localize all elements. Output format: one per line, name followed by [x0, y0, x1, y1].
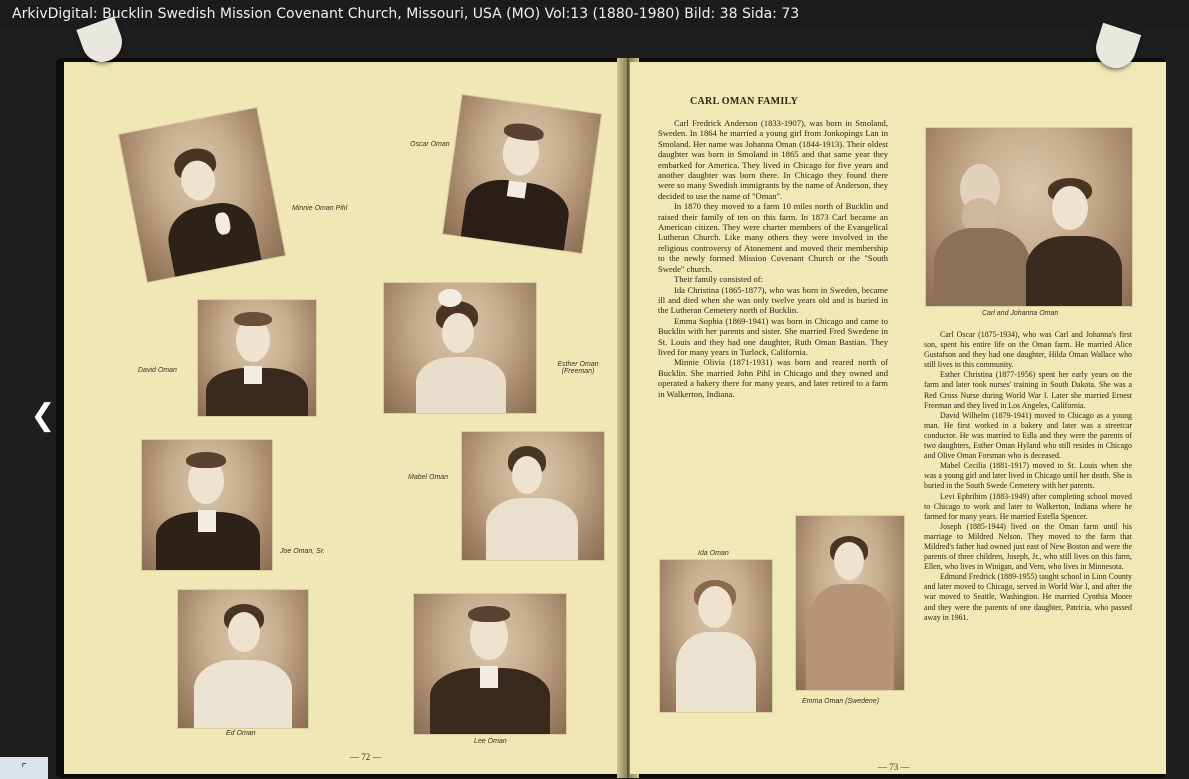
caption-ida: Ida Oman	[698, 550, 729, 557]
photo-esther	[384, 283, 536, 413]
caption-lee: Lee Oman	[474, 738, 507, 745]
photo-joe	[142, 440, 272, 570]
caption-oscar: Oscar Oman	[410, 141, 450, 148]
paragraph: Their family consisted of:	[674, 274, 764, 285]
paragraph: Esther Christina (1877-1956) spent her early years on the farm and later took nurses' training in South Dakota. She was a Red Cross Nurse during World War I. Later she married Ernest Freeman and they lived in Los Angeles, California.	[924, 370, 1132, 410]
left-page-number: — 72 —	[350, 752, 382, 762]
photo-mabel	[462, 432, 604, 560]
paragraph: Levi Ephrihim (1883-1949) after completing school moved to Chicago to work and later to Walkerton, Indiana where he farmed for many years. He married Estella Spencer.	[924, 491, 1132, 521]
paragraph: Joseph (1885-1944) lived on the Oman farm until his marriage to Mildred Nelson. They moved to the farm that Mildred's father had owned just east of New Boston and were the parents of three children, Joseph, Jr., who still lives on this farm, Ellen, who lives in Winigan, and Vern, who lives in Minnesota.	[924, 521, 1132, 572]
paragraph: Edmund Fredrick (1889-1955) taught school in Linn County and later moved to Chicago, served in World War I, and after the war moved to Seattle, Washington. He married Cynthia Moore and they were the parents of one daughter, Patricia, who passed away in 1961.	[924, 572, 1132, 622]
paragraph: In 1870 they moved to a farm 10 miles north of Bucklin and raised their family of ten on this farm. In 1873 Carl became an American citizen. They were charter members of the Evangelical Lutheran Church. Like many others they were involved in the religious controversy of Atonement and moved their membership to the newly formed Mission Covenant Church or the "South Swede" church.	[658, 201, 888, 274]
paragraph: Carl Fredrick Anderson (1833-1907), was born in Smoland, Sweden. In 1864 he married a young girl from Jonkopings Lan in Smoland. Her name was Johanna Oman (1844-1913). Their oldest daughter was born in Smoland in 1865 and that same year they embarked for America. They lived in Chicago for five years and another daughter was born there. In Chicago they found there were so many Swedish immigrants by the name of Anderson, they decided to use the name of "Oman".	[658, 118, 888, 201]
paragraph: Ida Christina (1865-1877), who was born in Sweden, became ill and died when she was only twelve years old and is buried in the Lutheran Cemetery north of Bucklin.	[658, 284, 888, 316]
window-title: ArkivDigital: Bucklin Swedish Mission Covenant Church, Missouri, USA (MO) Vol:13 (1880-1980) Bild: 38 Sida: 73	[0, 0, 1189, 28]
photo-minnie	[119, 108, 285, 282]
text-column-1	[658, 118, 888, 508]
right-page-number: — 73 —	[878, 762, 910, 772]
paragraph: Emma Sophia (1869-1941) was born in Chicago and came to Bucklin with her parents and sister. She married Fred Swedene in St. Louis and they had one daughter, Ruth Oman Bastian. They lived for many years in Turlock, California.	[658, 315, 888, 357]
image-viewer[interactable]	[0, 28, 1189, 779]
caption-emma: Emma Oman (Swedene)	[802, 698, 880, 705]
photo-ida	[660, 560, 772, 712]
paragraph: Carl Oscar (1875-1934), who was Carl and Johanna's first son, spent his entire life on the Oman farm. He married Alice Gustafson and they had one daughter, Hilda Oman Wallace who still lives in this community.	[924, 330, 1132, 370]
chevron-left-icon[interactable]: ❮	[30, 398, 56, 433]
photo-carl-johanna	[926, 128, 1132, 306]
photo-ed	[178, 590, 308, 728]
paragraph: Minnie Olivia (1871-1931) was born and reared north of Bucklin. She married John Pihl in Chicago and they owned and operated a bakery there for many years, and later retired to a farm in Walkerton, Indiana.	[658, 357, 888, 399]
caption-carl-johanna: Carl and Johanna Oman	[982, 310, 1059, 317]
photo-oscar	[443, 95, 601, 253]
left-page	[64, 62, 624, 774]
photo-lee	[414, 594, 566, 734]
caption-joe: Joe Oman, Sr.	[280, 548, 325, 555]
caption-david: David Oman	[138, 367, 177, 374]
paragraph: David Wilhelm (1879-1941) moved to Chicago as a young man. He first worked in a bakery and later was a streetcar conductor. He was married to Edla and they were the parents of two daughters, Esther Oman Hyland who still resides in Chicago and Olive Oman Forsman who is deceased.	[924, 410, 1132, 461]
caption-ed: Ed Oman	[226, 730, 256, 737]
paragraph: Mabel Cecilia (1881-1917) moved to St. Louis when she was a young girl and later lived in Chicago until her death. She is buried in the South Swede Cemetery with her parents.	[924, 461, 1132, 491]
right-page	[630, 62, 1166, 774]
expand-icon[interactable]: ⌜	[0, 757, 48, 779]
photo-david	[198, 300, 316, 416]
caption-esther: Esther Oman (Freeman)	[557, 361, 599, 375]
photo-emma	[796, 516, 904, 690]
family-title: CARL OMAN FAMILY	[690, 96, 799, 107]
text-column-2	[924, 330, 1132, 750]
caption-mabel: Mabel Oman	[408, 474, 449, 481]
caption-minnie: Minnie Oman Pihl	[292, 205, 348, 212]
